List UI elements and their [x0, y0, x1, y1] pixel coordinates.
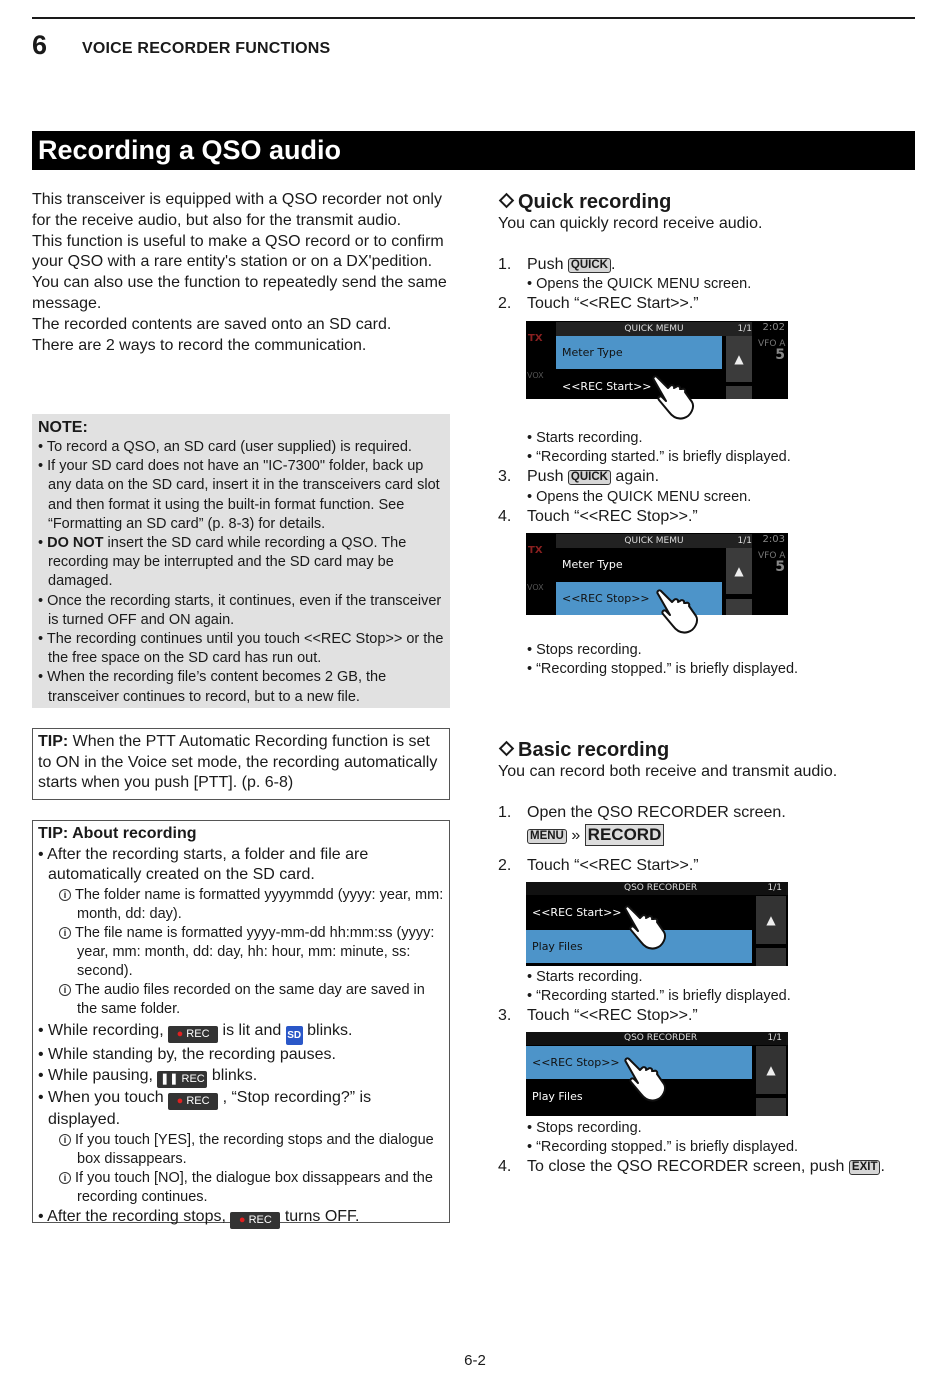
note-item: • If your SD card does not have an "IC-7300" folder, back up any data on the SD card, insert it in the transceivers card slot and then format it using the built-in format function. See “Formatting an SD card” (p. 8-3) for details.	[38, 458, 440, 532]
intro-text: This transceiver is equipped with a QSO recorder not only for the receive audio, but also for the transmit audio. This function is useful to make a QSO record or to confirm your QSO with a rare entity's station or on a DX'pedition. You can also use the function to repeatedly send the same message. The recorded contents are saved onto an SD card. There are 2 ways to record the communication.	[32, 191, 447, 354]
recorder-item-rec-start[interactable]: <<REC Start>>	[532, 906, 622, 919]
page-number: 6-2	[464, 1352, 486, 1369]
note-item: • DO NOT insert the SD card while recording a QSO. The recording may be interrupted and the SD card may be damaged.	[38, 535, 407, 590]
quick-step-3: 3. Push QUICK again.	[498, 468, 660, 485]
quick-step-2: 2. Touch “<<REC Start>>.”	[498, 295, 699, 313]
scroll-up-button[interactable]: ▲	[726, 336, 752, 382]
info-icon: i	[59, 927, 71, 939]
recorder-item-play-files[interactable]: Play Files	[532, 1090, 583, 1103]
note-item: • When the recording file’s content becomes 2 GB, the transceiver continues to record, but to a new file.	[38, 669, 387, 705]
quick-menu-screen-stop: TX VOX QUICK MEMU 1/1 2:03 Meter Type <<REC Stop>> ▲ VFO A 5	[526, 533, 788, 615]
menu-key: MENU	[527, 829, 567, 844]
quick-key: QUICK	[568, 258, 611, 273]
rec-indicator-icon: ● REC	[168, 1026, 218, 1043]
tip-ptt-box: TIP: When the PTT Automatic Recording function is set to ON in the Voice set mode, the recording automatically starts when you push [PTT]. (p. 6-8)	[32, 728, 450, 800]
info-icon: i	[59, 889, 71, 901]
basic-step-1: 1. Open the QSO RECORDER screen.	[498, 803, 786, 821]
touch-hand-icon	[622, 1056, 670, 1104]
info-icon: i	[59, 1134, 71, 1146]
diamond-icon	[499, 193, 515, 209]
quick-menu-screen-start: TX VOX QUICK MEMU 1/1 2:02 Meter Type <<REC Start>> ▲ VFO A 5	[526, 321, 788, 399]
menu-item-rec-start[interactable]: <<REC Start>>	[556, 370, 722, 399]
chapter-title: VOICE RECORDER FUNCTIONS	[82, 40, 331, 57]
qso-recorder-screen-start: QSO RECORDER 1/1 <<REC Start>> Play Files ▲	[526, 882, 788, 966]
scroll-up-button[interactable]: ▲	[726, 548, 752, 594]
note-item: • The recording continues until you touch <<REC Stop>> or the the free space on the SD card has run out.	[38, 631, 444, 667]
menu-item-meter-type[interactable]: Meter Type	[556, 336, 722, 369]
recorder-item-rec-stop[interactable]: <<REC Stop>>	[526, 1046, 752, 1079]
diamond-icon	[499, 741, 515, 757]
scroll-down-button[interactable]	[726, 386, 752, 399]
note-heading: NOTE:	[38, 419, 88, 436]
basic-recording-heading: Basic recording	[498, 738, 938, 762]
left-column	[32, 190, 450, 356]
scroll-down-button[interactable]	[756, 948, 786, 966]
info-icon: i	[59, 1172, 71, 1184]
rec-pause-icon: ❚❚ REC	[157, 1071, 207, 1088]
scroll-up-button[interactable]: ▲	[756, 1046, 786, 1094]
touch-hand-icon	[654, 588, 702, 636]
quick-key: QUICK	[568, 470, 611, 485]
quick-recording-section: Quick recording You can quickly record receive audio. 1. Push QUICK . • Opens the QUICK MENU screen. 2. Touch “<<REC Start>>.”	[498, 190, 928, 315]
basic-step-2: 2. Touch “<<REC Start>>.”	[498, 857, 699, 874]
menu-item-rec-stop[interactable]: <<REC Stop>>	[556, 582, 722, 615]
touch-hand-icon	[650, 374, 698, 422]
quick-step-4: 4. Touch “<<REC Stop>>.”	[498, 507, 698, 525]
scroll-up-button[interactable]: ▲	[756, 896, 786, 944]
qso-recorder-screen-stop: QSO RECORDER 1/1 <<REC Stop>> Play Files ▲	[526, 1032, 788, 1116]
chapter-number: 6	[32, 30, 48, 60]
basic-step-4: 4. To close the QSO RECORDER screen, push EXIT .	[498, 1158, 885, 1175]
top-rule	[32, 17, 915, 19]
basic-step-3: 3. Touch “<<REC Stop>>.”	[498, 1007, 698, 1024]
touch-hand-icon	[622, 904, 670, 952]
exit-key: EXIT	[849, 1160, 881, 1175]
rec-indicator-icon: ● REC	[230, 1212, 280, 1229]
recorder-item-play-files[interactable]: Play Files	[526, 930, 752, 963]
quick-recording-heading: Quick recording	[498, 190, 928, 214]
menu-item-meter-type[interactable]: Meter Type	[556, 548, 722, 581]
tip-heading: TIP: About recording	[38, 825, 197, 842]
scroll-down-button[interactable]	[726, 599, 752, 615]
sd-card-icon: SD	[286, 1026, 303, 1045]
tip-about-recording-box: TIP: About recording • After the recording starts, a folder and file are automatically created on the SD card. i The folder name is formatted yyyymmdd (yyyy: year, mm: month, dd: day). i The file name is formatted yyyy-mm-dd hh:mm:ss (yyyy: year, mm: month, dd: day, hh: hour, mm: minute, ss: second). i The audio files recorded on the same day are saved in the same folder. • While recording, ● REC is lit and SD blinks. • While standing by, the recording pauses. • While pausing, ❚❚ REC blinks. • When you touch ● REC , “Stop recording?” is displayed. i If you touch [YES], the recording stops and the dialogue box dissappears. i If you touch [NO], the dialogue box dissappears and the recording continues. • After the recording stops, ● REC turns OFF.	[32, 820, 450, 1223]
note-item: • Once the recording starts, it continues, even if the transceiver is turned OFF and ON again.	[38, 592, 442, 628]
scroll-down-button[interactable]	[756, 1098, 786, 1116]
section-title: Recording a QSO audio	[32, 131, 915, 170]
quick-step-1: 1. Push QUICK .	[498, 255, 616, 273]
info-icon: i	[59, 984, 71, 996]
basic-recording-section: Basic recording You can record both receive and transmit audio. 1. Open the QSO RECORDER screen. MENU » RECORD 2. Touch “<<REC Start>>.”	[498, 738, 938, 877]
note-item: • To record a QSO, an SD card (user supplied) is required.	[38, 439, 412, 455]
rec-indicator-icon: ● REC	[168, 1093, 218, 1110]
note-box	[32, 414, 450, 708]
record-key: RECORD	[585, 824, 665, 846]
